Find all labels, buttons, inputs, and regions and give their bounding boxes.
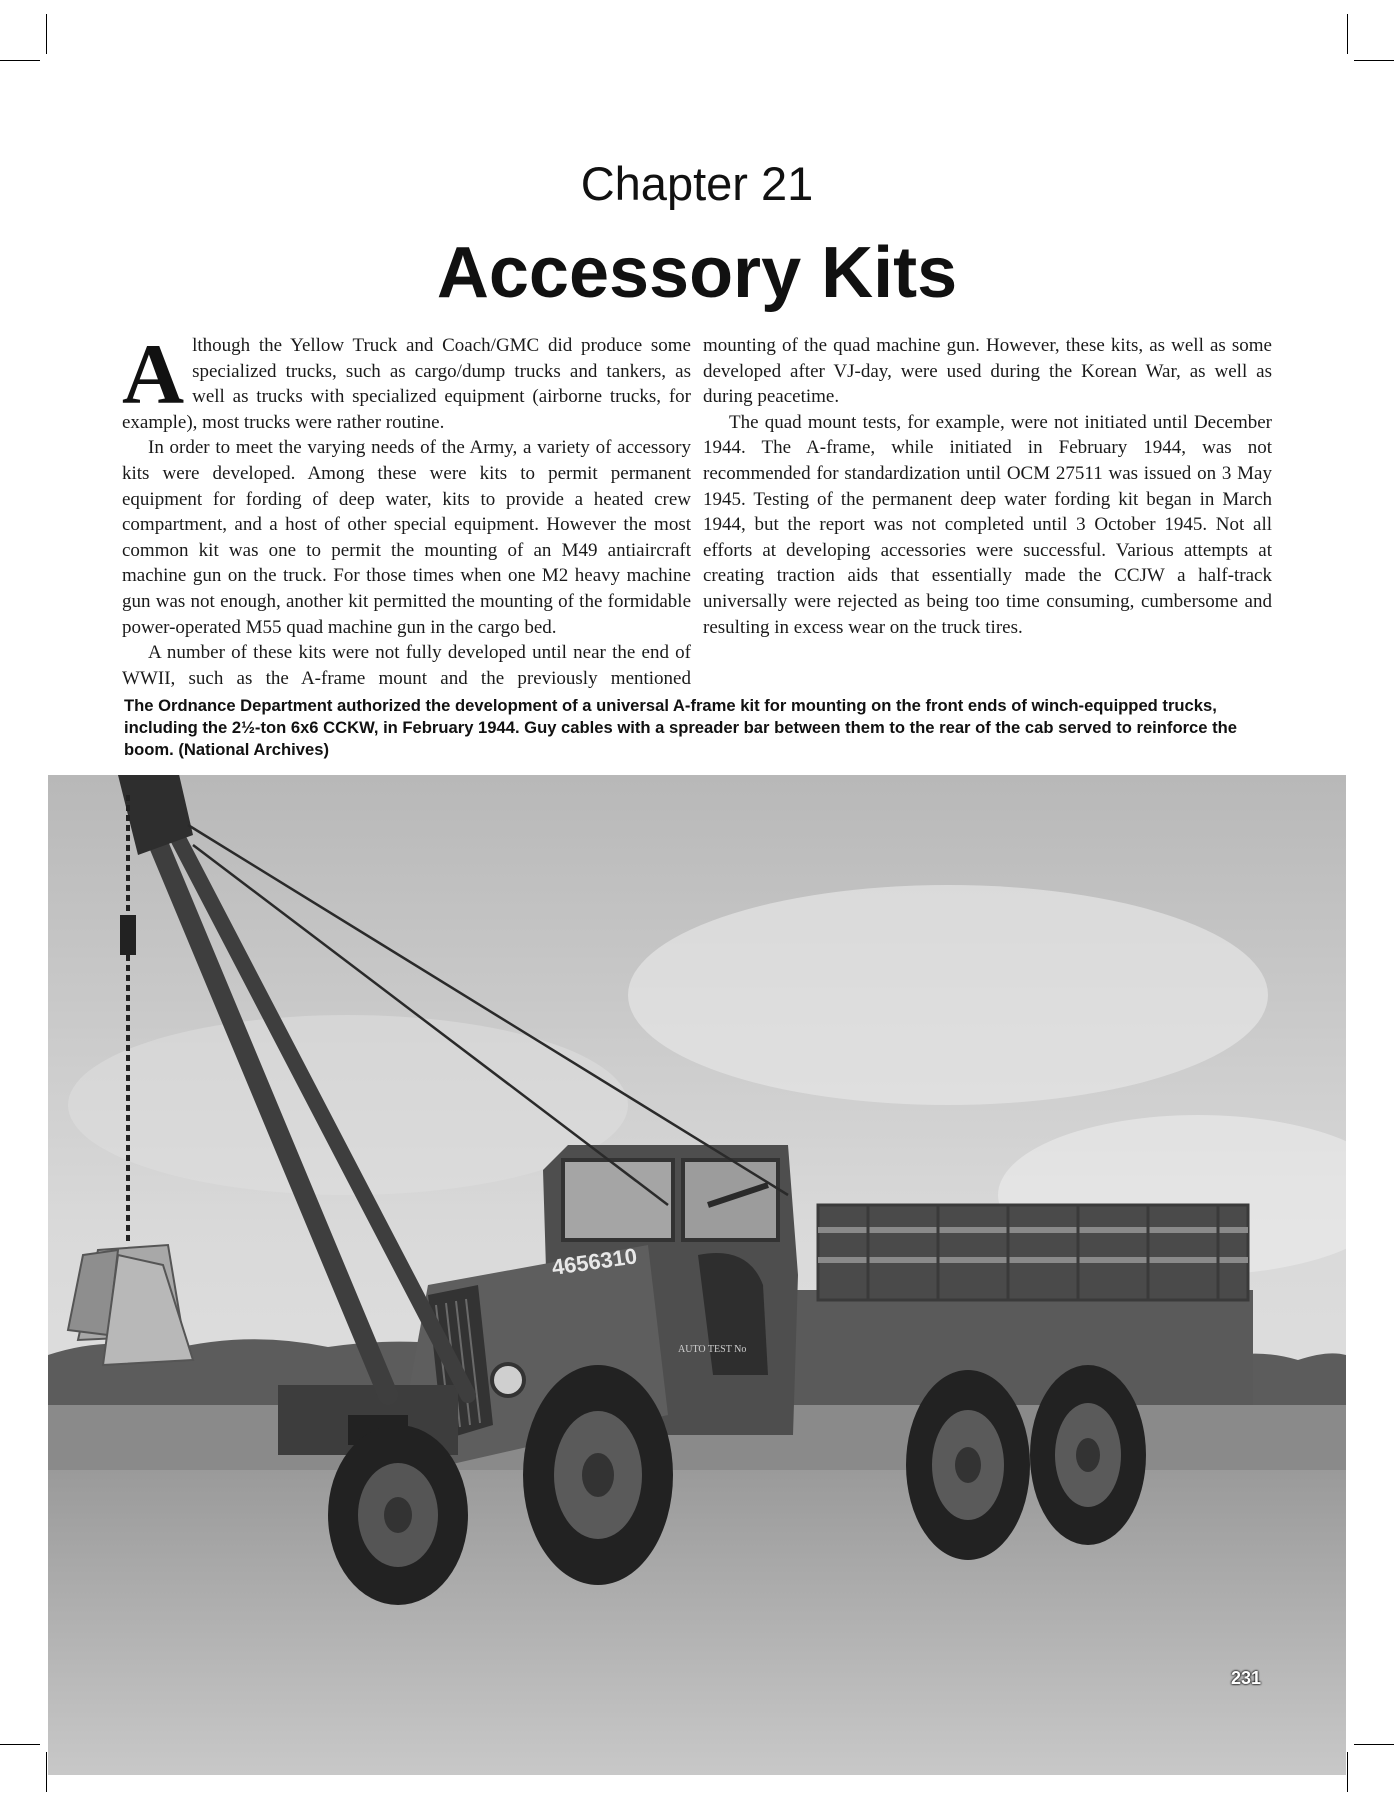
paragraph-4: The quad mount tests, for example, were not initiated until December 1944. The A-frame, while initiated in February 1944, was not recommended for standardization until OCM 27511 was issued on 3 May 1945. Testing of the permanent deep water fording kit began in March 1944, but the report was not completed until 3 October 1945. Not all efforts at developing accessories were successful. Various attempts at creating traction aids that essentially made the CCJW a half-track universally were rejected as being too time consuming, cumbersome and resulting in excess wear on the truck tires. (703, 411, 1272, 638)
cargo-bed (793, 1290, 1253, 1405)
photo-caption: The Ordnance Department authorized the development of a universal A-frame kit for mounting on the front ends of winch-equipped trucks, including the 2½-ton 6x6 CCKW, in February 1944. Guy cables with a spreader bar between them to the rear of the cab served to reinforce the boom. (National Archives) (124, 696, 1237, 759)
hood-number: 4656310 (550, 1243, 639, 1280)
cloud (628, 885, 1268, 1105)
rear-wheel-1 (906, 1370, 1030, 1560)
paragraph-1: Although the Yellow Truck and Coach/GMC did produce some specialized trucks, such as cargo/dump trucks and tankers, as well as trucks with specialized equipment (airborne trucks, for example), most trucks were rather routine. (122, 326, 691, 433)
front-wheel-right (523, 1365, 673, 1585)
chain-hook-block (120, 915, 136, 955)
chapter-label: Chapter 21 (580, 157, 814, 210)
article-body (122, 326, 1272, 691)
truck-photo (48, 775, 1346, 1775)
door-marking: AUTO TEST No (678, 1344, 747, 1355)
rear-wheel-2 (1030, 1365, 1146, 1545)
paragraph-2: In order to meet the varying needs of the Army, a variety of accessory kits were developed. Among these were kits to permit permanent equipment for fording of deep water, kits to provide a heated crew compartment, and a host of other special equipment. However the most common kit was one to permit the mounting of an M49 antiaircraft machine gun on the truck. For those times when one M2 heavy machine gun was not enough, another kit permitted the mounting of the formidable power-operated M55 quad machine gun in the cargo bed. (122, 437, 691, 638)
cargo-stake-rack (818, 1205, 1248, 1300)
crop-mark-bottom-left-v (46, 1752, 47, 1792)
front-wheel (328, 1425, 468, 1605)
chapter-title: Accessory Kits (436, 233, 958, 313)
paragraph-3: A number of these kits were not fully developed until near the end of WWII, such as the A-frame mount and the previously mentioned mounting of the quad machine gun. However, these kits, as well as some developed after VJ-day, were used during the Korean War, as well as during peacetime. (122, 335, 1272, 689)
crop-mark-top-left-h (0, 60, 40, 61)
crop-mark-bottom-left-h (0, 1744, 40, 1745)
headlight (492, 1364, 524, 1396)
page-number: 231 (1231, 1668, 1262, 1688)
windshield-left (563, 1160, 673, 1240)
crop-mark-bottom-right-h (1354, 1744, 1394, 1745)
crop-mark-top-left-v (46, 14, 47, 54)
pavement (48, 1470, 1346, 1775)
crop-mark-bottom-right-v (1347, 1752, 1348, 1792)
crop-mark-top-right-v (1347, 14, 1348, 54)
crop-mark-top-right-h (1354, 60, 1394, 61)
drop-cap: A (122, 326, 185, 422)
